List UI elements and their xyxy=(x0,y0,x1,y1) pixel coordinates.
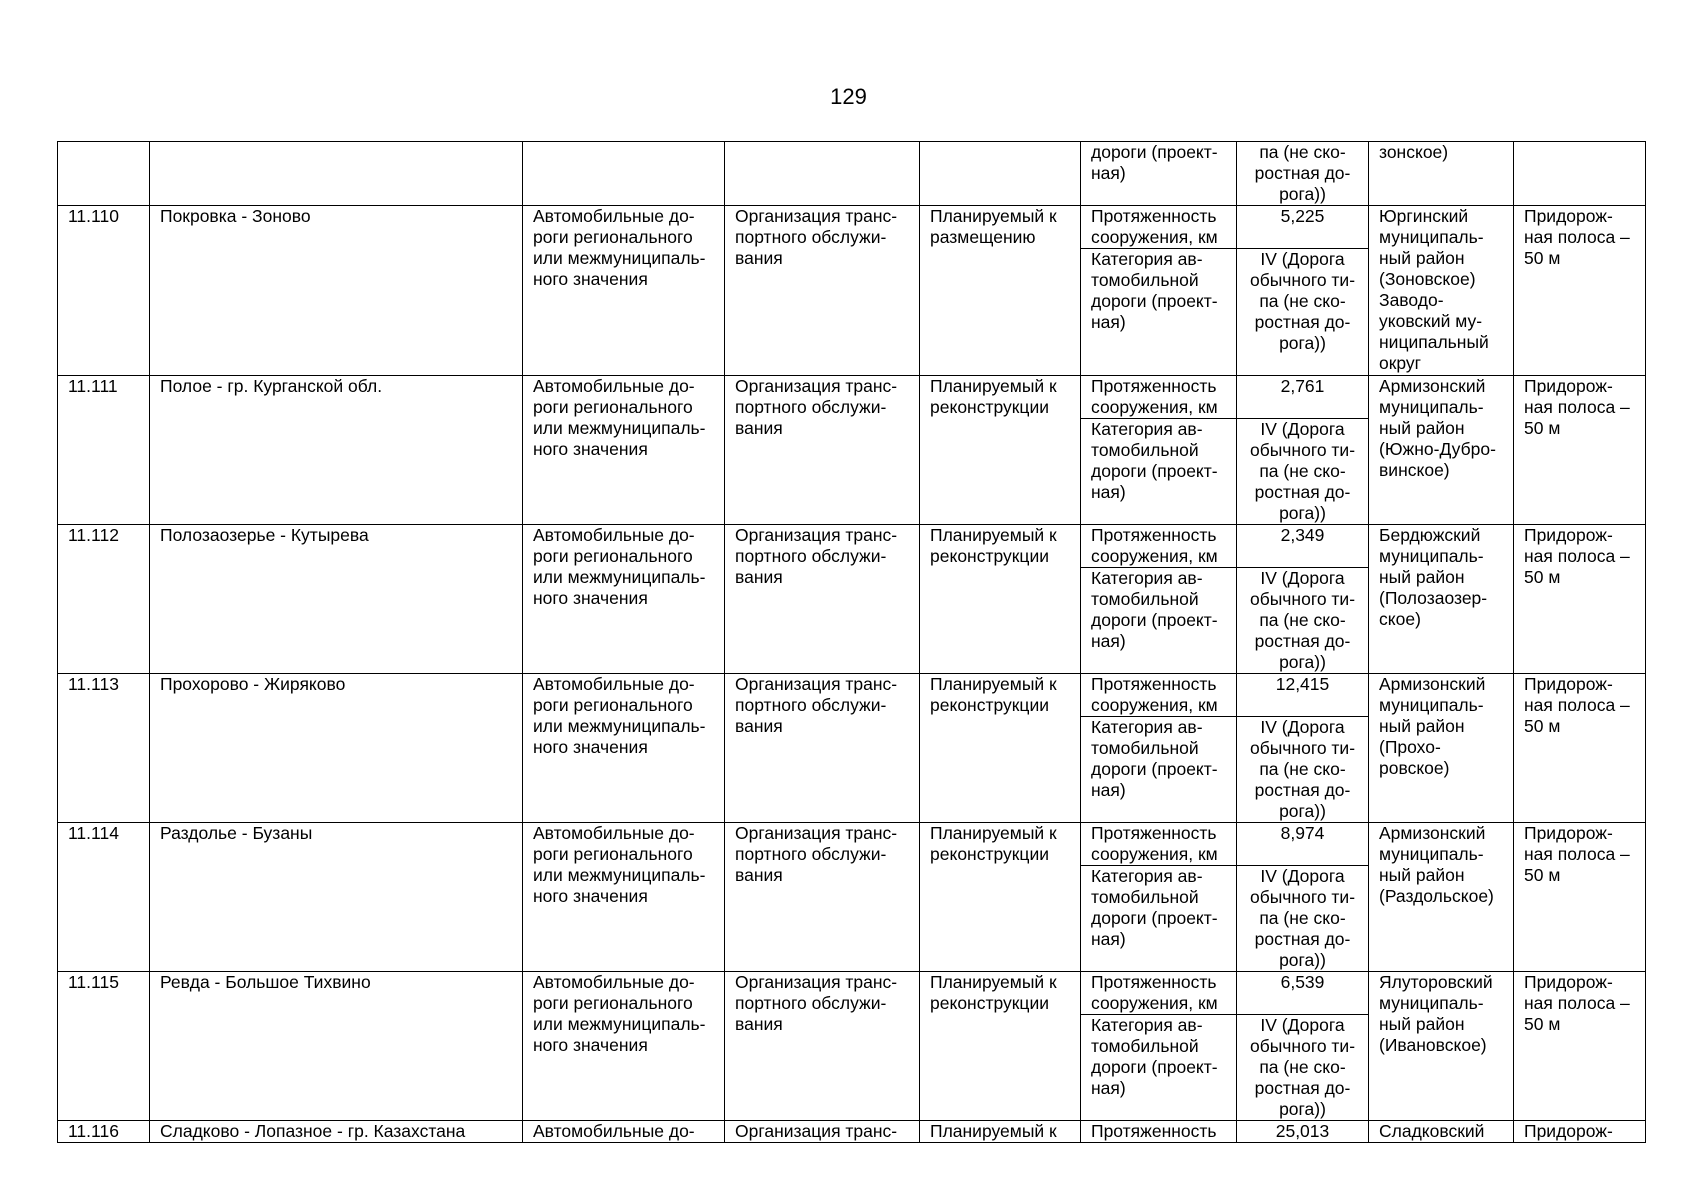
length-value-cell: 8,974 xyxy=(1237,823,1369,866)
length-value-cell: 6,539 xyxy=(1237,972,1369,1015)
table-row xyxy=(58,376,1646,419)
category-label-cell: Категория ав- томобильной дороги (проект- ная) xyxy=(1081,866,1237,972)
purpose-cell: Организация транс- портного обслужи- вания xyxy=(725,674,920,823)
length-value-cell: 25,013 xyxy=(1237,1121,1369,1143)
status-cell: Планируемый к реконструкции xyxy=(920,376,1081,525)
object-type-cell: Автомобильные до- роги регионального или межмуниципаль- ного значения xyxy=(523,525,725,674)
category-value-cell: IV (Дорога обычного ти- па (не ско- ростная до- рога)) xyxy=(1237,568,1369,674)
location-cell: Армизонский муниципаль- ный район (Раздольское) xyxy=(1369,823,1514,972)
location-cell: Ялуторовский муниципаль- ный район (Ивановское) xyxy=(1369,972,1514,1121)
row-id-cell: 11.111 xyxy=(58,376,150,525)
zone-cell: Придорож- ная полоса – 50 м xyxy=(1514,525,1646,674)
purpose-cell: Организация транс- портного обслужи- вания xyxy=(725,823,920,972)
object-type-cell: Автомобильные до- роги регионального или межмуниципаль- ного значения xyxy=(523,674,725,823)
param-value: па (не ско- ростная до- рога)) xyxy=(1237,142,1369,206)
object-type-cell: Автомобильные до- роги регионального или межмуниципаль- ного значения xyxy=(523,823,725,972)
row-id-cell: 11.114 xyxy=(58,823,150,972)
location-cell: Армизонский муниципаль- ный район (Южно-Дубро- винское) xyxy=(1369,376,1514,525)
objects-table xyxy=(57,141,1646,1143)
road-name-cell: Раздолье - Бузаны xyxy=(150,823,523,972)
length-label-cell: Протяженность сооружения, км xyxy=(1081,376,1237,419)
road-name-cell: Полое - гр. Курганской обл. xyxy=(150,376,523,525)
object-type-cell: Автомобильные до- роги регионального или межмуниципаль- ного значения xyxy=(523,972,725,1121)
location-cell: Юргинский муниципаль- ный район (Зоновское) Заводо- уковский му- ниципальный округ xyxy=(1369,206,1514,376)
status-cell: Планируемый к реконструкции xyxy=(920,525,1081,674)
length-label-cell: Протяженность сооружения, км xyxy=(1081,674,1237,717)
length-label-cell: Протяженность сооружения, км xyxy=(1081,206,1237,249)
road-name-cell: Покровка - Зоново xyxy=(150,206,523,376)
zone-cell: Придорож- xyxy=(1514,1121,1646,1143)
length-value-cell: 2,761 xyxy=(1237,376,1369,419)
row-id-cell: 11.113 xyxy=(58,674,150,823)
purpose-cell: Организация транс- xyxy=(725,1121,920,1143)
table-row xyxy=(58,823,1646,866)
category-value-cell: IV (Дорога обычного ти- па (не ско- ростная до- рога)) xyxy=(1237,419,1369,525)
location-cell: Армизонский муниципаль- ный район (Прохо- ровское) xyxy=(1369,674,1514,823)
status-cell: Планируемый к реконструкции xyxy=(920,972,1081,1121)
location-cell: Сладковский xyxy=(1369,1121,1514,1143)
row-id-cell: 11.116 xyxy=(58,1121,150,1143)
road-name-cell: Прохорово - Жиряково xyxy=(150,674,523,823)
length-label-cell: Протяженность сооружения, км xyxy=(1081,525,1237,568)
table-row xyxy=(58,972,1646,1015)
row-id-cell: 11.115 xyxy=(58,972,150,1121)
category-value-cell: IV (Дорога обычного ти- па (не ско- ростная до- рога)) xyxy=(1237,249,1369,376)
length-label-cell: Протяженность xyxy=(1081,1121,1237,1143)
status-cell: Планируемый к реконструкции xyxy=(920,823,1081,972)
page-number: 129 xyxy=(830,84,867,109)
length-value-cell: 5,225 xyxy=(1237,206,1369,249)
table-row xyxy=(58,674,1646,717)
continuation-row xyxy=(58,142,1646,206)
length-label-cell: Протяженность сооружения, км xyxy=(1081,823,1237,866)
param-label: дороги (проект- ная) xyxy=(1081,142,1237,206)
zone-cell: Придорож- ная полоса – 50 м xyxy=(1514,674,1646,823)
length-label-cell: Протяженность сооружения, км xyxy=(1081,972,1237,1015)
length-value-cell: 12,415 xyxy=(1237,674,1369,717)
zone-cell: Придорож- ная полоса – 50 м xyxy=(1514,823,1646,972)
location-cell: Бердюжский муниципаль- ный район (Полозаозер- ское) xyxy=(1369,525,1514,674)
status-cell: Планируемый к xyxy=(920,1121,1081,1143)
row-id-cell: 11.112 xyxy=(58,525,150,674)
road-name-cell: Полозаозерье - Кутырева xyxy=(150,525,523,674)
zone-cell: Придорож- ная полоса – 50 м xyxy=(1514,972,1646,1121)
category-label-cell: Категория ав- томобильной дороги (проект- ная) xyxy=(1081,1015,1237,1121)
road-name-cell: Сладково - Лопазное - гр. Казахстана xyxy=(150,1121,523,1143)
location-cell: зонское) xyxy=(1369,142,1514,206)
table-row xyxy=(58,206,1646,249)
category-value-cell: IV (Дорога обычного ти- па (не ско- ростная до- рога)) xyxy=(1237,866,1369,972)
category-value-cell: IV (Дорога обычного ти- па (не ско- ростная до- рога)) xyxy=(1237,717,1369,823)
length-value-cell: 2,349 xyxy=(1237,525,1369,568)
category-label-cell: Категория ав- томобильной дороги (проект- ная) xyxy=(1081,419,1237,525)
purpose-cell: Организация транс- портного обслужи- вания xyxy=(725,206,920,376)
object-type-cell: Автомобильные до- роги регионального или межмуниципаль- ного значения xyxy=(523,376,725,525)
category-value-cell: IV (Дорога обычного ти- па (не ско- ростная до- рога)) xyxy=(1237,1015,1369,1121)
zone-cell: Придорож- ная полоса – 50 м xyxy=(1514,206,1646,376)
object-type-cell: Автомобильные до- xyxy=(523,1121,725,1143)
status-cell: Планируемый к размещению xyxy=(920,206,1081,376)
object-type-cell: Автомобильные до- роги регионального или межмуниципаль- ного значения xyxy=(523,206,725,376)
table-row xyxy=(58,1121,1646,1143)
status-cell: Планируемый к реконструкции xyxy=(920,674,1081,823)
purpose-cell: Организация транс- портного обслужи- вания xyxy=(725,376,920,525)
category-label-cell: Категория ав- томобильной дороги (проект- ная) xyxy=(1081,568,1237,674)
row-id-cell: 11.110 xyxy=(58,206,150,376)
road-name-cell: Ревда - Большое Тихвино xyxy=(150,972,523,1121)
purpose-cell: Организация транс- портного обслужи- вания xyxy=(725,525,920,674)
category-label-cell: Категория ав- томобильной дороги (проект- ная) xyxy=(1081,717,1237,823)
zone-cell: Придорож- ная полоса – 50 м xyxy=(1514,376,1646,525)
category-label-cell: Категория ав- томобильной дороги (проект- ная) xyxy=(1081,249,1237,376)
purpose-cell: Организация транс- портного обслужи- вания xyxy=(725,972,920,1121)
table-row xyxy=(58,525,1646,568)
